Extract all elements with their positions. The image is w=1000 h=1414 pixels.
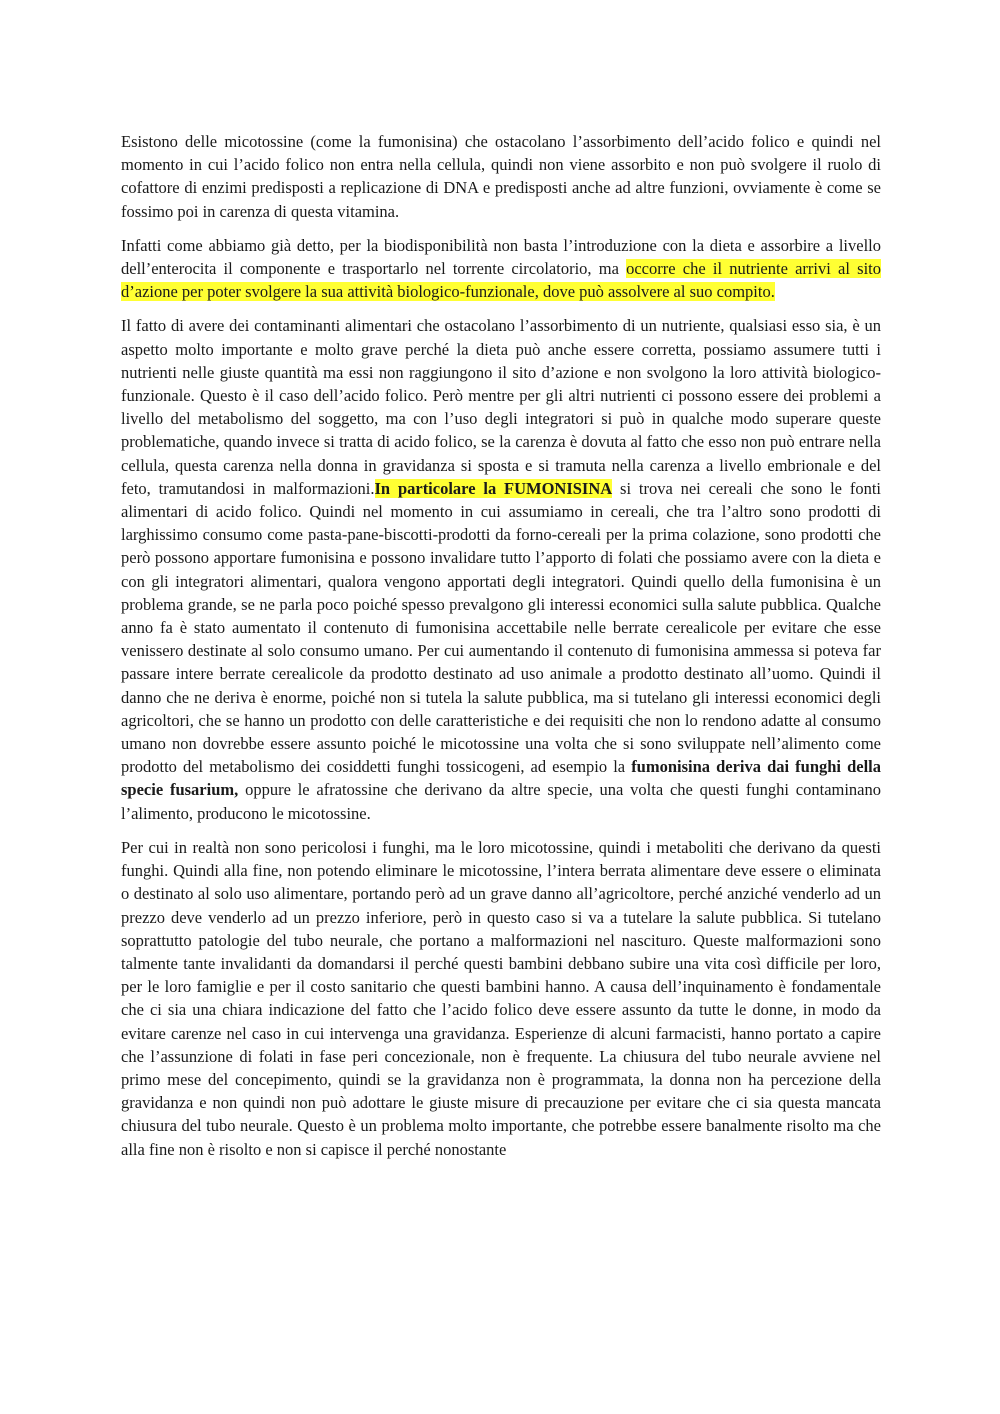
bold-text: fumonisina deriva dai funghi della specie fusarium,	[121, 757, 881, 800]
paragraph-contaminants	[121, 314, 881, 824]
paragraph-contaminants-text-a: Il fatto di avere dei contaminanti alimentari che ostacolano l’assorbimento di un nutriente, qualsiasi esso sia, è un aspetto molto importante e molto grave perché la dieta può anche essere corretta, possiamo assumere tutti i nutrienti nelle giuste quantità ma essi non raggiungono il sito d’azione e non svolgono la loro attività biologico-funzionale. Questo è il caso dell’acido folico. Però mentre per gli altri nutrienti ci possono essere dei problemi a livello del metabolismo del soggetto, ma con l’uso degli integratori si può in qualche modo superare queste problematiche, quando invece si tratta di acido folico, se la carenza è dovuta al fatto che esso non può entrare nella cellula, questa carenza nella donna in gravidanza si sposta e si tramuta nella carenza a livello embrionale e del feto, tramutandosi in malformazioni.	[121, 316, 881, 498]
paragraph-contaminants-text-c: oppure le afratossine che derivano da altre specie, una volta che questi funghi contaminano l’alimento, producono le micotossine.	[121, 780, 882, 823]
document-page	[121, 130, 881, 1172]
paragraph-bioavailability	[121, 234, 881, 304]
paragraph-contaminants-text-b: si trova nei cereali che sono le fonti alimentari di acido folico. Quindi nel momento in cui assumiamo in cereali, che tra l’altro sono prodotti di larghissimo consumo come pasta-pane-biscotti-prodotti da forno-cereali per la prima colazione, sono prodotti che però possono apportare fumonisina e possono invalidare tutto l’apporto di folati che possiamo avere con la dieta e con gli integratori alimentari, qualora vengono apportati degli integratori. Quindi quello della fumonisina è un problema grande, se ne parla poco poiché spesso prevalgono gli interessi economici sulla salute pubblica. Qualche anno fa è stato aumentato il contenuto di fumonisina accettabile nelle berrate cerealicole per evitare che esse venissero destinate al solo consumo umano. Per cui aumentando il contenuto di fumonisina ammessa si poteva far passare intere berrate cerealicole da prodotto destinato ad uso animale a prodotto destinato all’uomo. Quindi il danno che ne deriva è enorme, poiché non si tutela la salute pubblica, ma si tutelano gli interessi economici degli agricoltori, che se hanno un prodotto con delle caratteristiche e dei requisiti che non lo rendono adatte al consumo umano non dovrebbe essere assunto poiché le micotossine una volta che si sono sviluppate nell’alimento come prodotto del metabolismo dei cosiddetti funghi tossicogeni, ad esempio la	[121, 478, 881, 777]
highlighted-bold-text: In particolare la FUMONISINA	[374, 478, 613, 498]
paragraph-bioavailability-text: Infatti come abbiamo già detto, per la biodisponibilità non basta l’introduzione con la dieta e assorbire a livello dell’enterocita il componente e trasportarlo nel torrente circolatorio, ma	[121, 235, 881, 279]
highlighted-text: occorre che il nutriente arrivi al sito d’azione per poter svolgere la sua attività biologico-funzionale, dove può assolvere al suo compito.	[121, 259, 881, 302]
paragraph-public-health: Per cui in realtà non sono pericolosi i funghi, ma le loro micotossine, quindi i metaboliti che derivano da questi funghi. Quindi alla fine, non potendo eliminare le micotossine, l’intera berrata alimentare deve essere o eliminata o destinato al solo uso alimentare, portando però ad un grave danno all’agricoltore, perché anziché venderlo ad un prezzo deve venderlo ad un prezzo inferiore, però in questo caso si va a tutelare la salute pubblica. Si tutelano soprattutto patologie del tubo neurale, che portano a malformazioni nel nascituro. Queste malformazioni sono talmente tante invalidanti da domandarsi il perché questi bambini debbano subire una vita così difficile per loro, per le loro famiglie e per il costo sanitario che questi bambini hanno. A causa dell’inquinamento è fondamentale che ci sia una chiara indicazione del fatto che l’acido folico deve essere assunto da tutte le donne, in modo da evitare carenze nel caso in cui intervenga una gravidanza. Esperienze di alcuni farmacisti, hanno portato a capire che l’assunzione di folati in fase peri concezionale, non è frequente. La chiusura del tubo neurale avviene nel primo mese del concepimento, quindi se la gravidanza non è programmata, la donna non ha percezione della gravidanza e non quindi non può adottare le giuste misure di precauzione per evitare che ci sia questa mancata chiusura del tubo neurale. Questo è un problema molto importante, che potrebbe essere banalmente risolto ma che alla fine non è risolto e non si capisce il perché nonostante	[121, 837, 881, 1159]
paragraph-mycotoxins-intro: Esistono delle micotossine (come la fumonisina) che ostacolano l’assorbimento dell’acido folico e quindi nel momento in cui l’acido folico non entra nella cellula, quindi non viene assorbito e non può svolgere il ruolo di cofattore di enzimi predisposti a replicazione di DNA e predisposti anche ad altre funzioni, ovviamente è come se fossimo poi in carenza di questa vitamina.	[121, 132, 881, 221]
